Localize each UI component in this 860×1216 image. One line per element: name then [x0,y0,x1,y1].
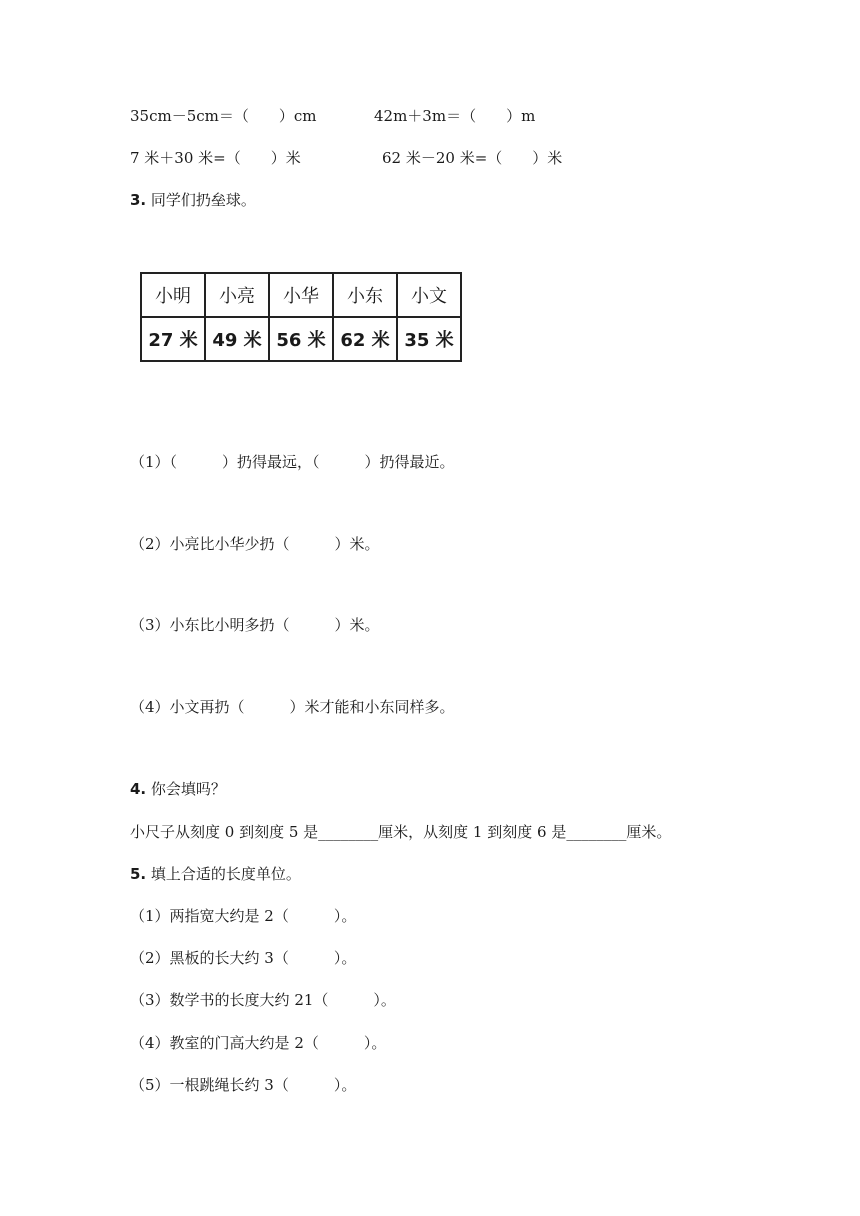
question-5-heading [130,864,301,884]
table-cell-name: 小亮 [205,273,269,317]
question-3-item-2: （2）小亮比小华少扔（ ）米。 [130,535,380,553]
question-4-text: 小尺子从刻度 0 到刻度 5 是________厘米，从刻度 1 到刻度 6 是________厘米。 [130,823,672,841]
equation-3: 7 米＋30 米=（ ）米 [130,149,301,167]
question-5-item-4: （4）教室的门高大约是 2（ ）。 [130,1034,387,1052]
question-3-title: 同学们扔垒球。 [150,191,256,209]
table-row-names [141,273,461,317]
table-cell-name: 小华 [269,273,333,317]
question-3-item-1: （1）（ ）扔得最远，（ ）扔得最近。 [130,453,455,471]
table-cell-name: 小明 [141,273,205,317]
question-4-title: 你会填吗？ [150,780,226,798]
table-cell-name: 小文 [397,273,461,317]
question-5-item-2: （2）黑板的长大约 3（ ）。 [130,949,357,967]
question-5-item-3: （3）数学书的长度大约 21（ ）。 [130,991,396,1009]
question-4-number: 4. [130,780,147,798]
equation-4: 62 米－20 米=（ ）米 [382,149,563,167]
table-cell-distance: 49 米 [205,317,269,361]
table-cell-distance: 27 米 [141,317,205,361]
question-5-number: 5. [130,865,147,883]
question-5-title: 填上合适的长度单位。 [150,865,301,883]
table-cell-distance: 62 米 [333,317,397,361]
equation-1: 35cm－5cm＝（ ）cm [130,107,317,125]
question-4-heading [130,779,226,799]
table-cell-distance: 35 米 [397,317,461,361]
table-row-distances [141,317,461,361]
question-5-item-5: （5）一根跳绳长约 3（ ）。 [130,1076,357,1094]
table-cell-name: 小东 [333,273,397,317]
question-5-item-1: （1）两指宽大约是 2（ ）。 [130,907,357,925]
throw-distance-table [140,272,462,362]
question-3-item-4: （4）小文再扔（ ）米才能和小东同样多。 [130,698,455,716]
question-3-number: 3. [130,191,147,209]
question-3-heading [130,190,256,210]
question-3-item-3: （3）小东比小明多扔（ ）米。 [130,616,380,634]
table-cell-distance: 56 米 [269,317,333,361]
equation-2: 42m＋3m＝（ ）m [374,107,536,125]
